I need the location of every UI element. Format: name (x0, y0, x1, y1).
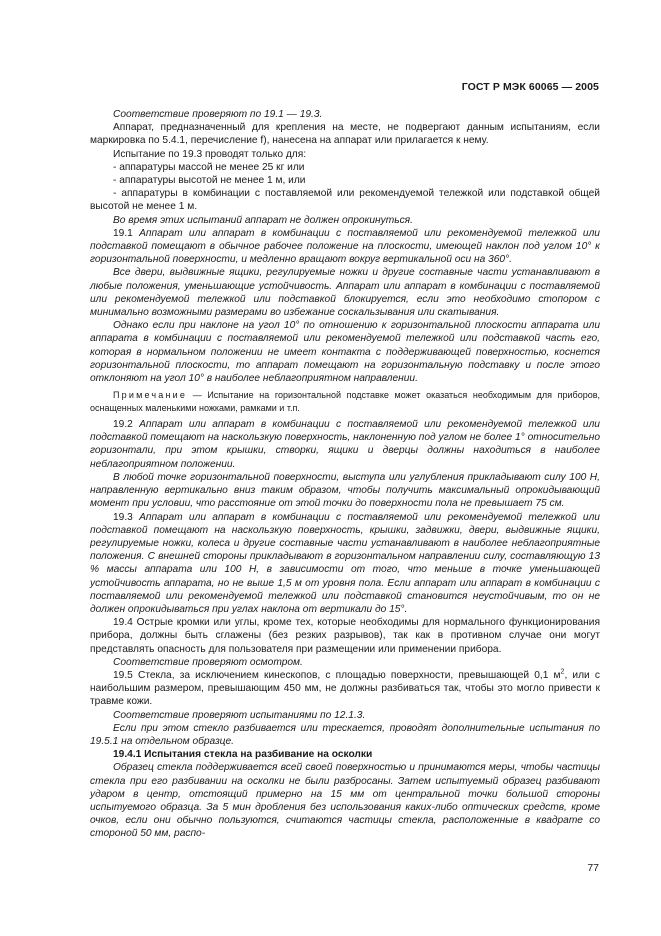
paragraph (90, 227, 600, 267)
paragraph: Во время этих испытаний аппарат не должен опрокинуться. (113, 214, 413, 226)
clause-text: Аппарат или аппарат в комбинации с поставляемой или рекомендуемой тележкой или подставкой помещают на наскользкую поверхность, наклоненную под углом не более 1° относительно горизонтали, при этом крышки, створки, ящики и дверцы должны находиться в наиболее неблагоприятном положении. (90, 419, 600, 470)
paragraph: Однако если при наклоне на угол 10° по отношению к горизонтальной плоскости аппарата или аппарата в комбинации с поставляемой или рекомендуемой тележкой или подставкой часть его, которая в нормальном положении не имеет контакта с поддерживающей поверхностью, коснется горизонтальной плоскости, то аппарат помещают на горизонтальную подставку и после этого отклоняют на угол 10° в наиболее неблагоприятном направлении. (90, 320, 600, 385)
paragraph-text: 19.5 Стекла, за исключением кинескопов, с площадью поверхности, превышающей 0,1 м (113, 669, 561, 681)
paragraph (90, 511, 600, 617)
list-item: - аппаратуры в комбинации с поставляемой или рекомендуемой тележкой или подставкой общей высотой не менее 1 м. (90, 188, 600, 213)
document-header: ГОСТ Р МЭК 60065 — 2005 (461, 81, 599, 93)
paragraph (90, 418, 600, 471)
paragraph-tail: , или с наибольшим размером, превышающим 450 мм, не должны разбиваться так, чтобы это могло привести к травме кожи. (90, 669, 600, 708)
list-item: - аппаратуры высотой не менее 1 м, или (113, 175, 306, 187)
clause-number: 19.2 (113, 419, 133, 431)
clause-text: Аппарат или аппарат в комбинации с поставляемой или рекомендуемой тележкой или подставкой помещают на наскользкую поверхность, крышки, задвижки, двери, выдвижные ящики, регулируемые ножки, колеса и другие составные части устанавливают в наиболее неблагоприятные положения. С внешней стороны прикладывают в горизонтальном направлении силу, составляющую 13 % массы аппарата или 100 Н, в зависимости от того, что меньше в точке уменьшающей устойчивость аппарата, но не выше 1,5 м от уровня пола. Если аппарат или аппарат в комбинации с поставляемой или рекомендуемой тележкой или подставкой становится неустойчивым, то он не должен опрокидываться при углах наклона от вертикали до 15°. (90, 511, 600, 615)
note (90, 389, 600, 414)
section-heading: 19.4.1 Испытания стекла на разбивание на осколки (113, 749, 373, 761)
list-item: - аппаратуры массой не менее 25 кг или (113, 161, 305, 173)
note-label: Примечание (113, 390, 188, 401)
paragraph: Соответствие проверяют по 19.1 — 19.3. (113, 109, 323, 120)
paragraph: 19.4 Острые кромки или углы, кроме тех, которые необходимы для нормального функционирования прибора, должны быть сглажены (без резких разрывов), так как в противном случае они могут представлять опасность для пользователя при размещении или применении прибора. (90, 617, 600, 655)
paragraph: Все двери, выдвижные ящики, регулируемые ножки и другие составные части устанавливают в любые положения, уменьшающие устойчивость. Аппарат или аппарат в комбинации с поставляемой или рекомендуемой тележкой или подставкой блокируется, если это необходимо стопором с минимально возможными размерами во избежание соскальзывания или скатывания. (90, 267, 600, 319)
clause-number: 19.3 (113, 511, 133, 523)
superscript: 2 (560, 668, 565, 676)
paragraph: Аппарат, предназначенный для крепления на месте, не подвергают данным испытаниям, если маркировка по 5.4.1, перечисление f), нанесена на аппарат или прилагается к нему. (90, 122, 600, 147)
clause-text: Аппарат или аппарат в комбинации с поставляемой или рекомендуемой тележкой или подставкой помещают в обычное рабочее положение на плоскости, имеющей наклон под углом 10° к горизонтальной поверхности, и медленно вращают вокруг вертикальной оси на 360°. (90, 227, 600, 266)
clause-number: 19.1 (113, 227, 133, 239)
paragraph: Образец стекла поддерживается всей своей поверхностью и принимаются меры, чтобы частицы стекла при его разбивании на осколки не были разбросаны. Затем испытуемый образец разбивают ударом в центр, отстоящий примерно на 15 мм от центральной точки большой стороны испытуемого образца. За 5 мин дробления без использования каких-либо оптических средств, кроме очков, если они обычно пользуются, считаются частицы стекла, расположенные в квадрате со стороной 50 мм, распо- (90, 762, 600, 840)
document-body (90, 108, 600, 841)
paragraph: Соответствие проверяют осмотром. (113, 656, 303, 668)
page-number: 77 (587, 862, 599, 874)
paragraph: Если при этом стекло разбивается или трескается, проводят дополнительные испытания по 19.5.1 на отдельном образце. (90, 722, 600, 747)
paragraph: Соответствие проверяют испытаниями по 12.1.3. (113, 709, 366, 721)
paragraph (90, 669, 600, 709)
paragraph: В любой точке горизонтальной поверхности, выступа или углубления прикладывают силу 100 Н, направленную вертикально вниз таким образом, чтобы получить максимальный опрокидывающий момент при условии, что расстояние от этой точки до поверхности пола не превышает 75 см. (90, 471, 600, 510)
paragraph: Испытание по 19.3 проводят только для: (113, 148, 307, 160)
note-text: — Испытание на горизонтальной подставке может оказаться необходимым для приборов, оснащенных маленькими ножками, рамками и т.п. (90, 390, 600, 413)
